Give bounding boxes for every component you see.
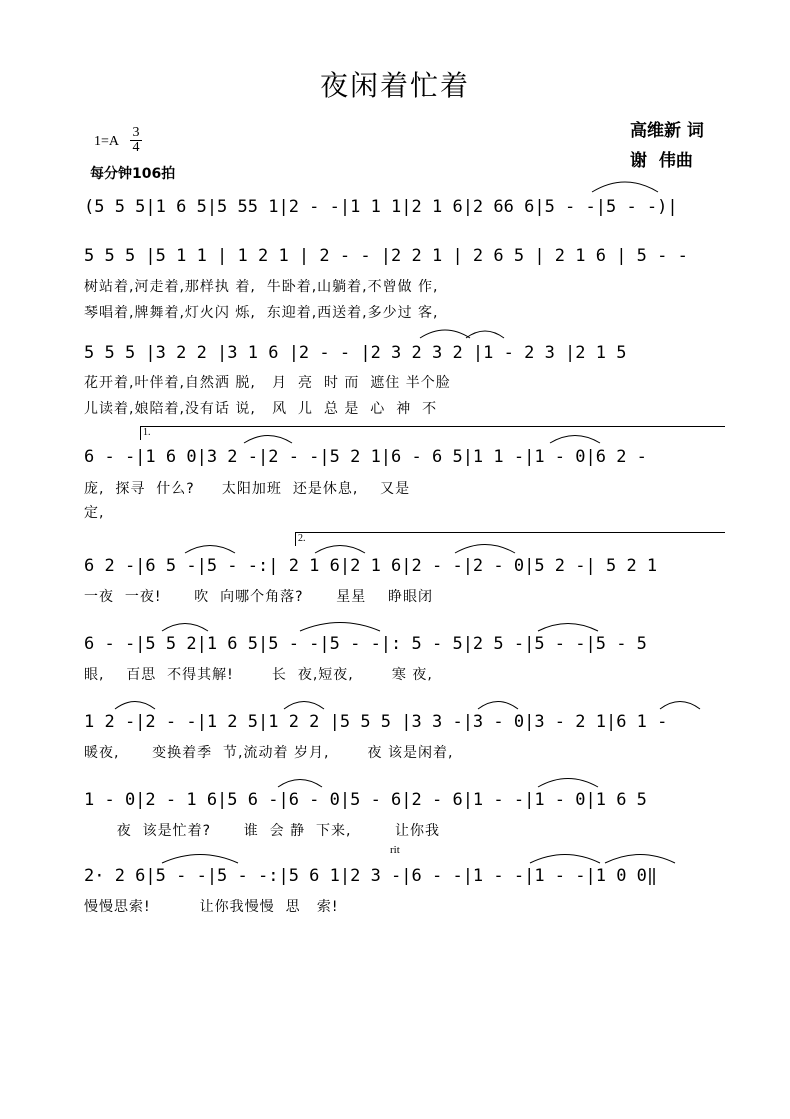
staff-line-4: 6 - -|1 6 0|3 2 -|2 - -|5 2 1|6 - 6 5|1 1 -|1 - 0|6 2 - [84,447,647,467]
slur-arc [420,330,470,338]
slur-arc [660,702,700,710]
slur-arc [455,545,515,554]
lyric-line-2-verse-1: 树站着,河走着,那样执 着, 牛卧着,山躺着,不曾做 作, [84,279,439,295]
lyric-line-8: 夜 该是忙着? 谁 会 静 下来, 让你我 [84,823,441,839]
slur-arc [550,436,600,444]
lyric-line-9: 慢慢思索! 让你我慢慢 思 索! [84,899,339,915]
staff-line-5: 6 2 -|6 5 -|5 - -:| 2 1 6|2 1 6|2 - -|2 - 0|5 2 -| 5 2 1 [84,556,658,576]
slur-arc [530,855,600,864]
slur-arc [538,779,598,788]
key-signature: 1=A [94,134,120,149]
staff-line-6: 6 - -|5 5 2|1 6 5|5 - -|5 - -|: 5 - 5|2 5 -|5 - -|5 - 5 [84,634,647,654]
tempo-marking: 每分钟106拍 [90,166,176,182]
slur-arc [185,546,235,554]
lyric-line-3-verse-2: 儿读着,娘陪着,没有话 说, 风 儿 总 是 心 神 不 [84,401,438,417]
staff-line-3: 5 5 5 |3 2 2 |3 1 6 |2 - - |2 3 2 3 2 |1 - 2 3 |2 1 5 [84,343,627,363]
slur-arc [284,702,324,710]
staff-line-2: 5 5 5 |5 1 1 | 1 2 1 | 2 - - |2 2 1 | 2 6 5 | 2 1 6 | 5 - - [84,246,688,266]
slur-arc [592,182,658,192]
slur-arc [315,546,365,554]
slur-arc [466,331,504,338]
staff-line-9: 2· 2 6|5 - -|5 - -:|5 6 1|2 3 -|6 - -|1 - -|1 - -|1 0 0‖ [84,866,658,886]
volta-1-label: 1. [143,427,151,438]
lyric-line-6: 眼, 百思 不得其解! 长 夜,短夜, 寒 夜, [84,667,433,683]
lyric-line-7: 暖夜, 变换着季 节,流动着 岁月, 夜 该是闲着, [84,745,454,761]
lyric-line-3-verse-1: 花开着,叶伴着,自然洒 脱, 月 亮 时 而 遮住 半个脸 [84,375,451,391]
slur-arc [162,624,208,632]
slur-arc [605,855,675,864]
composer-credit: 谢 伟曲 [630,151,693,171]
ritardando-marking: rit [390,844,400,856]
lyric-line-4-verse-1: 庞, 探寻 什么? 太阳加班 还是休息, 又是 [84,481,411,497]
lyricist-credit: 高维新 词 [630,121,704,141]
slur-arc [538,624,598,632]
slur-arc [278,780,322,788]
lyric-line-2-verse-2: 琴唱着,牌舞着,灯火闪 烁, 东迎着,西送着,多少过 客, [84,305,439,321]
lyric-line-4-verse-2: 定, [84,505,105,521]
staff-line-1: (5 5 5|1 6 5|5 55 1|2 - -|1 1 1|2 1 6|2 66 6|5 - -|5 - -)| [84,197,678,217]
slur-arc [244,436,292,444]
slur-arc [478,702,518,710]
lyric-line-5: 一夜 一夜! 吹 向哪个角落? 星星 睁眼闭 [84,589,434,605]
time-denominator: 4 [132,140,140,155]
staff-line-8: 1 - 0|2 - 1 6|5 6 -|6 - 0|5 - 6|2 - 6|1 - -|1 - 0|1 6 5 [84,790,647,810]
volta-2-label: 2. [298,533,306,544]
slur-arc [115,702,155,710]
slur-arc [162,855,238,864]
slur-arc [300,623,380,632]
staff-line-7: 1 2 -|2 - -|1 2 5|1 2 2 |5 5 5 |3 3 -|3 - 0|3 - 2 1|6 1 - [84,712,668,732]
time-numerator: 3 [130,126,142,141]
song-title: 夜闲着忙着 [319,69,470,102]
